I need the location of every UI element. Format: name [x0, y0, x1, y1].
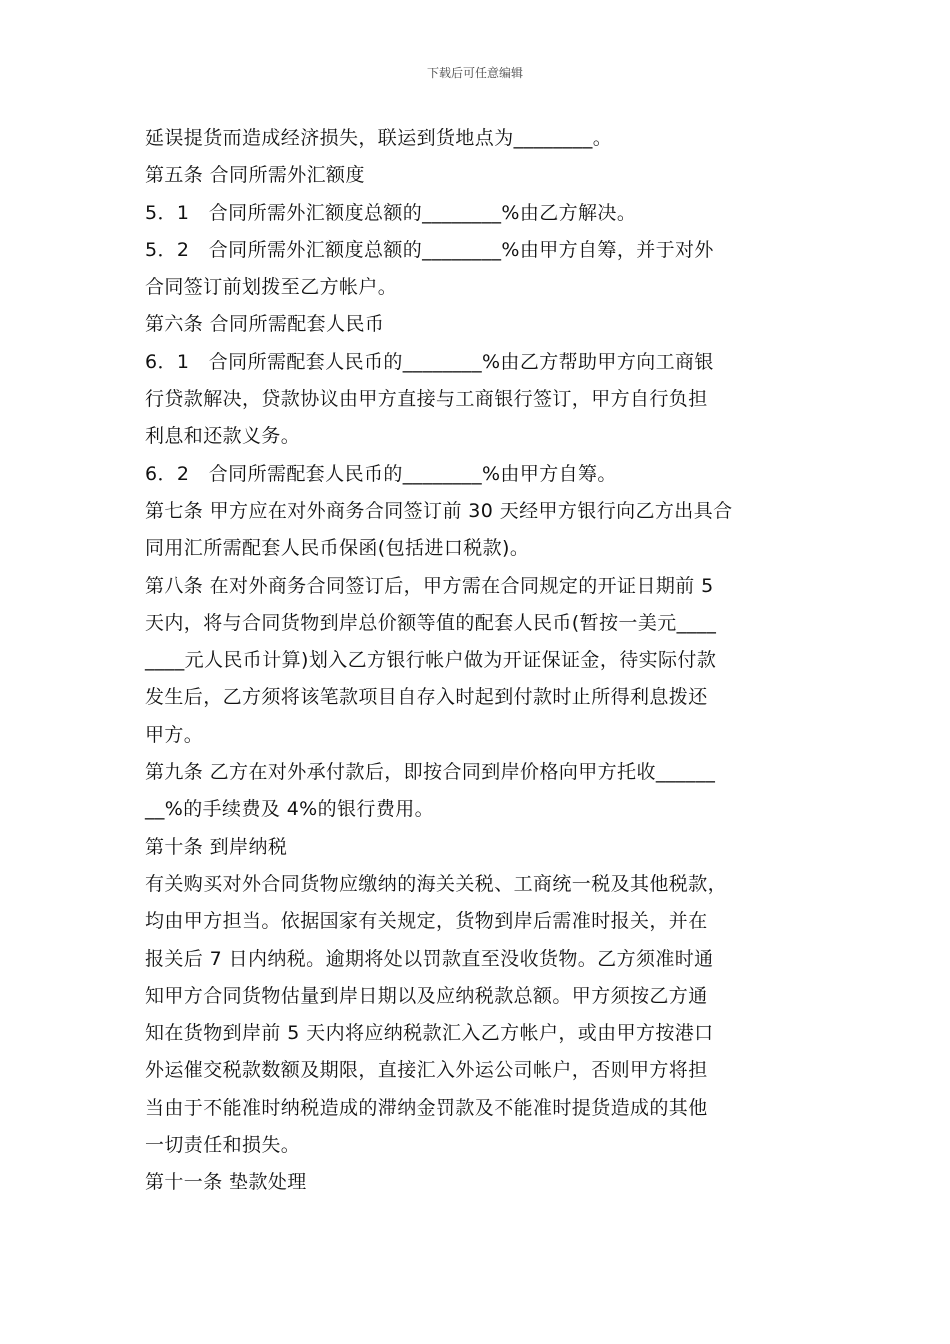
text-line: __%的手续费及 4%的银行费用。 — [145, 798, 435, 821]
text-line: 知甲方合同货物估量到岸日期以及应纳税款总额。甲方须按乙方通 — [145, 984, 708, 1007]
section-heading: 第十条 到岸纳税 — [145, 835, 288, 858]
text-line: ____元人民币计算)划入乙方银行帐户做为开证保证金，待实际付款 — [145, 649, 717, 672]
text-line: 延误提货而造成经济损失，联运到货地点为________。 — [145, 127, 613, 149]
text-line: 合同签订前划拨至乙方帐户。 — [145, 276, 398, 299]
section-heading: 第五条 合同所需外汇额度 — [145, 164, 365, 187]
text-line: 一切责任和损失。 — [145, 1134, 301, 1157]
text-line: 同用汇所需配套人民币保函(包括进口税款)。 — [145, 537, 530, 560]
clause-line: 6．2 合同所需配套人民币的________%由甲方自筹。 — [145, 462, 617, 485]
page-header: 下载后可任意编辑 — [426, 66, 523, 80]
text-line: 发生后，乙方须将该笔款项目自存入时起到付款时止所得利息拨还 — [145, 686, 708, 709]
text-line: 有关购买对外合同货物应缴纳的海关关税、工商统一税及其他税款， — [145, 872, 728, 895]
text-line: 利息和还款义务。 — [145, 425, 301, 448]
section-heading: 第六条 合同所需配套人民币 — [145, 313, 385, 336]
text-line: 知在货物到岸前 5 天内将应纳税款汇入乙方帐户，或由甲方按港口 — [145, 1022, 714, 1045]
text-line: 甲方。 — [145, 723, 204, 746]
text-line: 行贷款解决，贷款协议由甲方直接与工商银行签订，甲方自行负担 — [145, 388, 708, 411]
text-line: 均由甲方担当。依据国家有关规定，货物到岸后需准时报关，并在 — [145, 910, 708, 933]
clause-line: 6．1 合同所需配套人民币的________%由乙方帮助甲方向工商银 — [145, 350, 714, 373]
clause-line: 5．2 合同所需外汇额度总额的________%由甲方自筹，并于对外 — [145, 238, 714, 261]
text-line: 当由于不能准时纳税造成的滞纳金罚款及不能准时提货造成的其他 — [145, 1096, 708, 1119]
text-line: 外运催交税款数额及期限，直接汇入外运公司帐户，否则甲方将担 — [145, 1059, 708, 1082]
section-heading: 第十一条 垫款处理 — [145, 1171, 307, 1194]
section-heading: 第九条 乙方在对外承付款后，即按合同到岸价格向甲方托收______ — [145, 761, 716, 784]
section-heading: 第七条 甲方应在对外商务合同签订前 30 天经甲方银行向乙方出具合 — [145, 499, 733, 522]
text-line: 天内，将与合同货物到岸总价额等值的配套人民币(暂按一美元____ — [145, 611, 717, 634]
text-line: 报关后 7 日内纳税。逾期将处以罚款直至没收货物。乙方须准时通 — [145, 947, 714, 970]
clause-line: 5．1 合同所需外汇额度总额的________%由乙方解决。 — [145, 201, 637, 224]
section-heading: 第八条 在对外商务合同签订后，甲方需在合同规定的开证日期前 5 — [145, 574, 714, 597]
document-body — [145, 120, 815, 1202]
